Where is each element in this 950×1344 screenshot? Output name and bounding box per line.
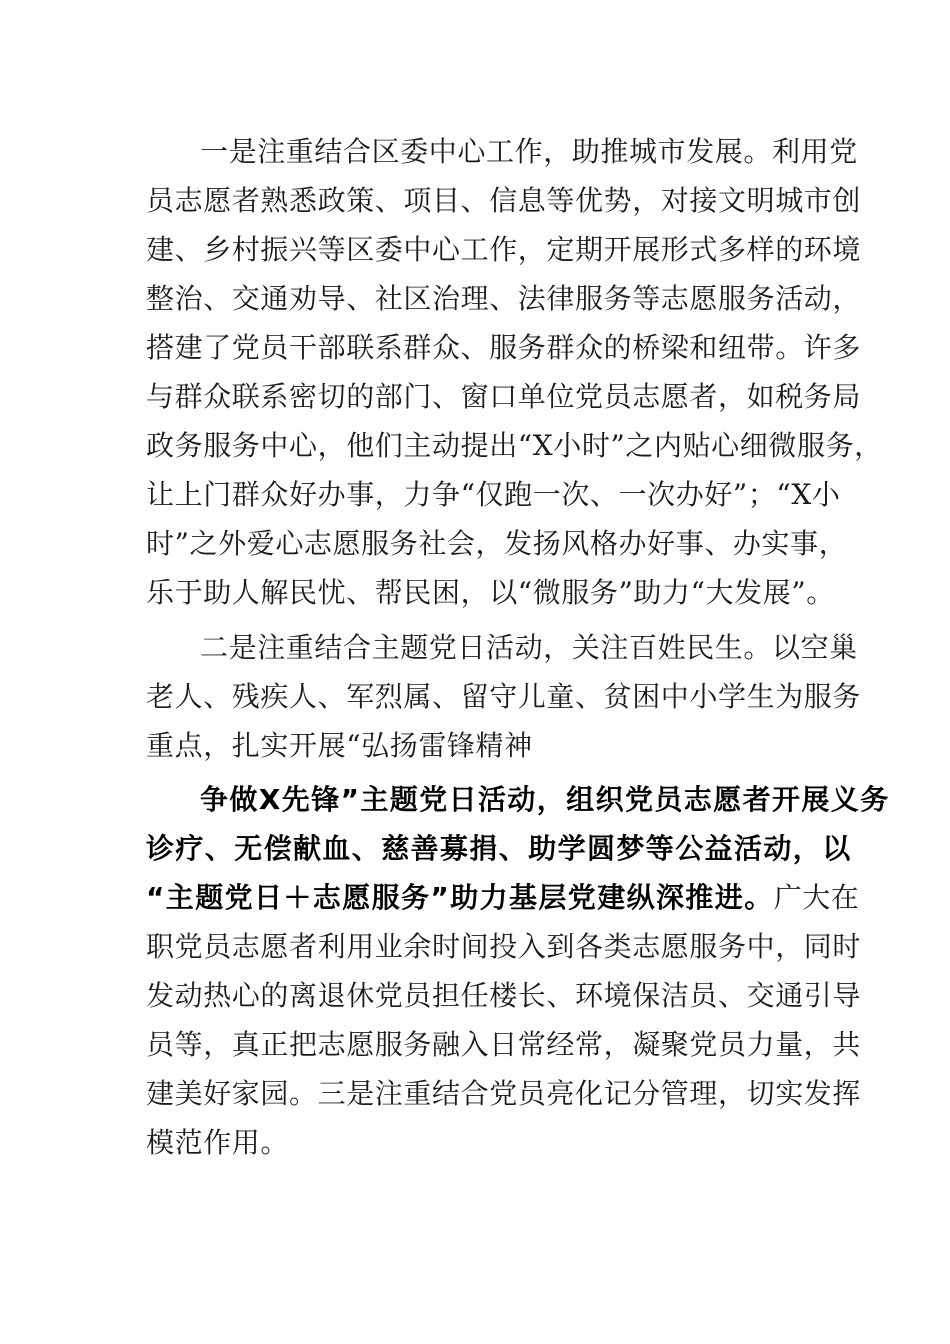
paragraph-3-mixed-bold-text: “主题党日＋志愿服务”助力基层党建纵深推进。 bbox=[146, 881, 774, 914]
paragraph-1-line-1: 一是注重结合区委中心工作，助推城市发展。利用党 bbox=[200, 135, 858, 168]
paragraph-1-line-9: 时”之外爱心志愿服务社会，发扬风格办好事、办实事， bbox=[146, 527, 848, 560]
paragraph-1-line-4: 整治、交通劝导、社区治理、法律服务等志愿服务活动， bbox=[146, 282, 862, 315]
paragraph-2-line-2: 老人、残疾人、军烈属、留守儿童、贫困中小学生为服务 bbox=[146, 680, 862, 713]
paragraph-1-line-7: 政务服务中心，他们主动提出“X小时”之内贴心细微服务， bbox=[146, 429, 883, 462]
paragraph-3-mixed-line bbox=[146, 874, 860, 922]
paragraph-3-bold-line-2: 诊疗、无偿献血、慈善募捐、助学圆梦等公益活动，以 bbox=[146, 832, 852, 865]
paragraph-3-line-1: 职党员志愿者利用业余时间投入到各类志愿服务中，同时 bbox=[146, 930, 862, 963]
paragraph-1-line-3: 建、乡村振兴等区委中心工作，定期开展形式多样的环境 bbox=[146, 233, 862, 266]
paragraph-3-line-3: 员等，真正把志愿服务融入日常经常，凝聚党员力量，共 bbox=[146, 1028, 862, 1061]
paragraph-1-line-5: 搭建了党员干部联系群众、服务群众的桥梁和纽带。许多 bbox=[146, 331, 862, 364]
paragraph-3-line-4: 建美好家园。三是注重结合党员亮化记分管理，切实发挥 bbox=[146, 1077, 862, 1110]
paragraph-1-line-2: 员志愿者熟悉政策、项目、信息等优势，对接文明城市创 bbox=[146, 184, 862, 217]
paragraph-1-line-6: 与群众联系密切的部门、窗口单位党员志愿者，如税务局 bbox=[146, 380, 862, 413]
paragraph-1-line-10: 乐于助人解民忧、帮民困，以“微服务”助力“大发展”。 bbox=[146, 576, 835, 609]
paragraph-2-line-3: 重点，扎实开展“弘扬雷锋精神 bbox=[146, 729, 533, 762]
paragraph-3-line-2: 发动热心的离退休党员担任楼长、环境保洁员、交通引导 bbox=[146, 979, 862, 1012]
paragraph-3-bold-line-1: 争做X先锋”主题党日活动，组织党员志愿者开展义务 bbox=[200, 783, 890, 816]
paragraph-2-line-1: 二是注重结合主题党日活动，关注百姓民生。以空巢 bbox=[200, 631, 858, 664]
paragraph-3-line-5: 模范作用。 bbox=[146, 1126, 290, 1159]
paragraph-3-mixed-normal-text: 广大在 bbox=[773, 881, 860, 914]
paragraph-1-line-8: 让上门群众好办事，力争“仅跑一次、一次办好”；“X小 bbox=[146, 478, 841, 511]
